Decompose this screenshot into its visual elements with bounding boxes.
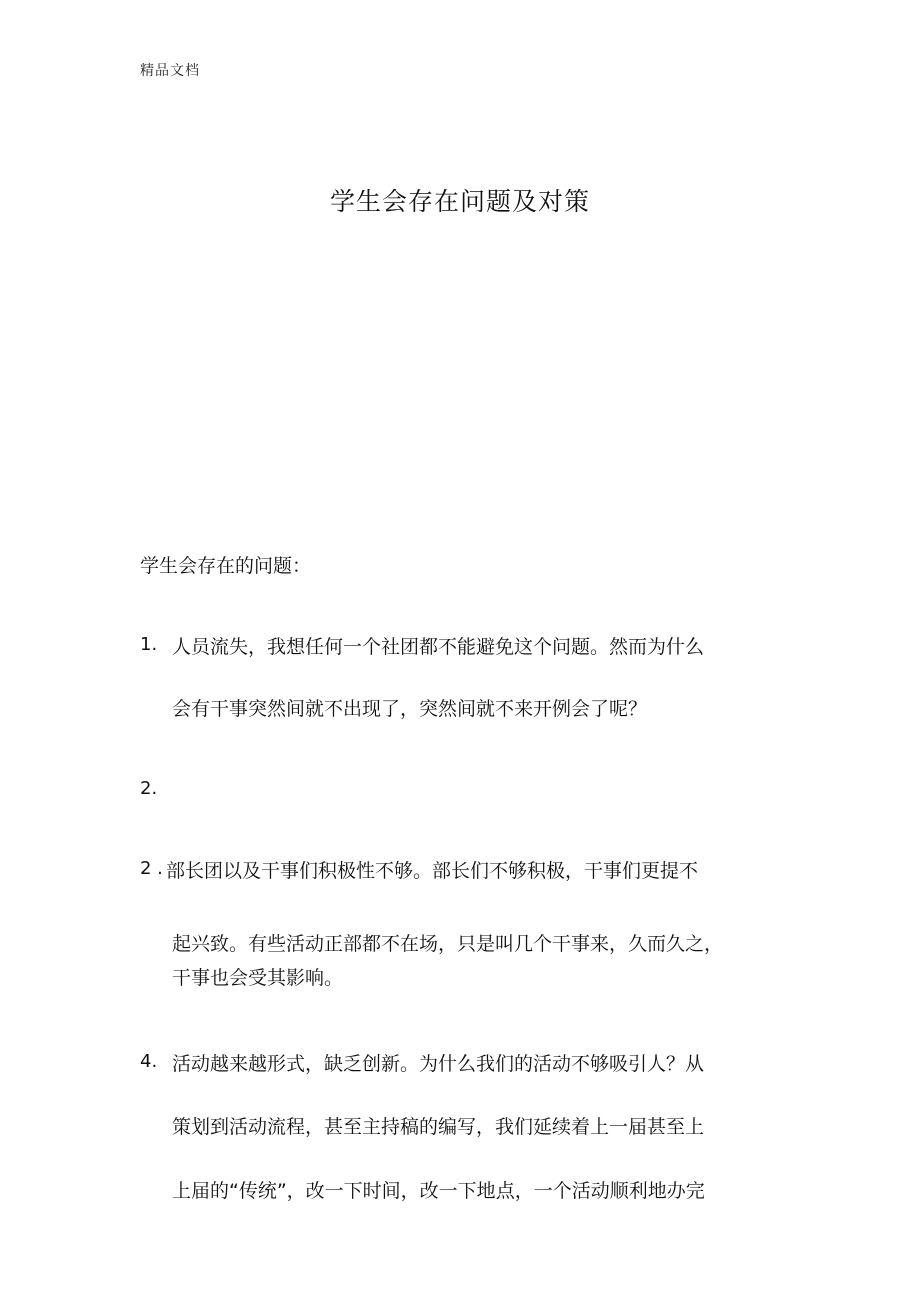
list-item-line: 起兴致。有些活动正部都不在场，只是叫几个干事来，久而久之， [172, 933, 724, 955]
list-item-line: 干事也会受其影响。 [172, 967, 344, 989]
list-item-number: 1. [140, 634, 158, 655]
list-item-number: 2 . [140, 858, 163, 879]
list-item-number: 4. [140, 1051, 158, 1072]
header-label: 精品文档 [140, 63, 200, 79]
list-item-line: 会有干事突然间就不出现了，突然间就不来开例会了呢？ [172, 698, 648, 720]
list-item-number: 2. [140, 778, 158, 799]
list-item-line: 部长团以及干事们积极性不够。部长们不够积极，干事们更提不 [166, 860, 699, 882]
list-item-line: 上届的“传统”，改一下时间，改一下地点，一个活动顺利地办完 [172, 1180, 705, 1202]
list-item-line: 人员流失，我想任何一个社团都不能避免这个问题。然而为什么 [172, 636, 705, 658]
list-item-line: 活动越来越形式，缺乏创新。为什么我们的活动不够吸引人？从 [172, 1053, 705, 1075]
document-title: 学生会存在问题及对策 [329, 187, 590, 216]
section-heading: 学生会存在的问题： [140, 555, 312, 577]
list-item-line: 策划到活动流程，甚至主持稿的编写，我们延续着上一届甚至上 [172, 1116, 705, 1138]
